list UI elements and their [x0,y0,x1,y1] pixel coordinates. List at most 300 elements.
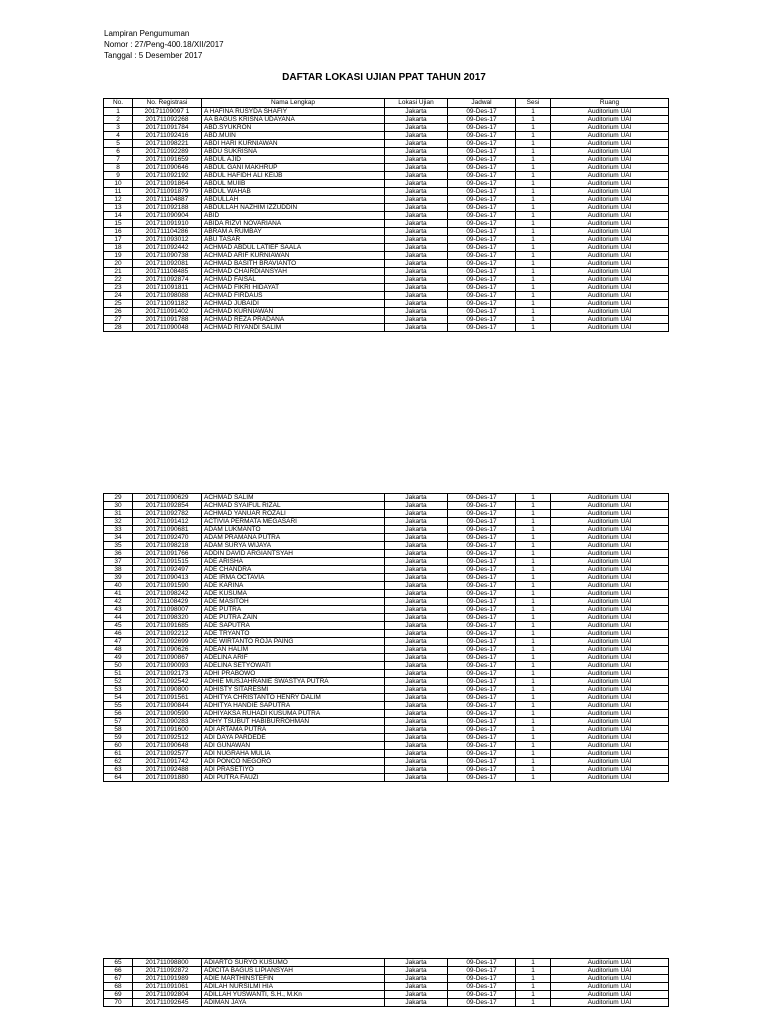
table-row [104,542,669,550]
full-name-cell: ACTIVIA PERMATA MEGASARI [202,518,385,526]
full-name-cell: ADE CHANDRA [202,566,385,574]
schedule-cell: 09-Des-17 [448,670,516,678]
registration-number-cell: 201711090590 [133,710,202,718]
schedule-cell: 09-Des-17 [448,598,516,606]
exam-location-cell: Jakarta [385,188,448,196]
full-name-cell: ADHI PRABOWO [202,670,385,678]
no-cell: 17 [104,236,133,244]
full-name-cell: ADDIN DAVID ARGIANTSYAH [202,550,385,558]
room-cell: Auditorium UAI [551,244,669,252]
registration-number-cell: 201711108485 [133,268,202,276]
room-cell: Auditorium UAI [551,750,669,758]
room-cell: Auditorium UAI [551,140,669,148]
no-cell: 54 [104,694,133,702]
room-cell: Auditorium UAI [551,686,669,694]
full-name-cell: ADHIYAKSA RUHADI KUSUMA PUTRA [202,710,385,718]
session-cell: 1 [516,494,551,502]
exam-location-table [103,493,669,782]
no-cell: 23 [104,284,133,292]
schedule-cell: 09-Des-17 [448,510,516,518]
full-name-cell: ADHISTY SITARESMI [202,686,385,694]
exam-location-cell: Jakarta [385,622,448,630]
no-cell: 44 [104,614,133,622]
session-cell: 1 [516,654,551,662]
schedule-cell: 09-Des-17 [448,188,516,196]
exam-location-cell: Jakarta [385,558,448,566]
session-cell: 1 [516,244,551,252]
session-cell: 1 [516,220,551,228]
no-cell: 19 [104,252,133,260]
session-cell: 1 [516,292,551,300]
registration-number-cell: 201711090093 [133,662,202,670]
full-name-cell: ACHMAD FAISAL [202,276,385,284]
full-name-cell: ACHMAD CHAIRDIANSYAH [202,268,385,276]
schedule-cell: 09-Des-17 [448,518,516,526]
full-name-cell: ADE IRMA OCTAVIA [202,574,385,582]
table-row [104,686,669,694]
table-row [104,758,669,766]
schedule-cell: 09-Des-17 [448,172,516,180]
room-cell: Auditorium UAI [551,228,669,236]
table-row [104,774,669,782]
registration-number-cell: 201711091600 [133,726,202,734]
exam-location-cell: Jakarta [385,742,448,750]
exam-location-cell: Jakarta [385,670,448,678]
schedule-cell: 09-Des-17 [448,148,516,156]
exam-location-cell: Jakarta [385,228,448,236]
registration-number-cell: 201711090048 [133,324,202,332]
registration-number-cell: 201711092488 [133,766,202,774]
no-cell: 65 [104,959,133,967]
registration-number-cell: 201711091811 [133,284,202,292]
room-cell: Auditorium UAI [551,542,669,550]
session-cell: 1 [516,670,551,678]
table-row [104,284,669,292]
session-cell: 1 [516,116,551,124]
exam-location-cell: Jakarta [385,662,448,670]
session-cell: 1 [516,252,551,260]
exam-location-cell: Jakarta [385,268,448,276]
no-cell: 12 [104,196,133,204]
column-header-exam-location: Lokasi Ujian [385,99,448,108]
schedule-cell: 09-Des-17 [448,124,516,132]
table-row [104,550,669,558]
schedule-cell: 09-Des-17 [448,220,516,228]
full-name-cell: ACHMAD SYAIFUL RIZAL [202,502,385,510]
session-cell: 1 [516,774,551,782]
room-cell: Auditorium UAI [551,268,669,276]
room-cell: Auditorium UAI [551,164,669,172]
schedule-cell: 09-Des-17 [448,558,516,566]
schedule-cell: 09-Des-17 [448,566,516,574]
session-cell: 1 [516,606,551,614]
no-cell: 24 [104,292,133,300]
no-cell: 11 [104,188,133,196]
table-row [104,606,669,614]
schedule-cell: 09-Des-17 [448,590,516,598]
exam-location-cell: Jakarta [385,967,448,975]
registration-number-cell: 201711092268 [133,116,202,124]
registration-number-cell: 201711098800 [133,959,202,967]
no-cell: 6 [104,148,133,156]
no-cell: 25 [104,300,133,308]
session-cell: 1 [516,284,551,292]
no-cell: 70 [104,999,133,1007]
no-cell: 57 [104,718,133,726]
session-cell: 1 [516,268,551,276]
table-row [104,204,669,212]
full-name-cell: ADE MASITOH [202,598,385,606]
full-name-cell: ADI NUGRAHA MULIA [202,750,385,758]
session-cell: 1 [516,758,551,766]
no-cell: 42 [104,598,133,606]
room-cell: Auditorium UAI [551,172,669,180]
no-cell: 58 [104,726,133,734]
schedule-cell: 09-Des-17 [448,758,516,766]
session-cell: 1 [516,662,551,670]
column-header-session: Sesi [516,99,551,108]
full-name-cell: ABRAM A RUMBAY [202,228,385,236]
table-row [104,734,669,742]
table-row [104,196,669,204]
exam-location-table [103,958,669,1007]
registration-number-cell: 201711090629 [133,494,202,502]
table-row [104,526,669,534]
session-cell: 1 [516,164,551,172]
full-name-cell: ADAM PRAMANA PUTRA [202,534,385,542]
schedule-cell: 09-Des-17 [448,236,516,244]
registration-number-cell: 201711091879 [133,188,202,196]
registration-number-cell: 201711091561 [133,694,202,702]
exam-location-cell: Jakarta [385,710,448,718]
full-name-cell: ADE SAPUTRA [202,622,385,630]
session-cell: 1 [516,132,551,140]
session-cell: 1 [516,308,551,316]
attachment-label: Lampiran Pengumuman [104,29,190,38]
session-cell: 1 [516,582,551,590]
table-row [104,124,669,132]
exam-location-cell: Jakarta [385,774,448,782]
exam-location-cell: Jakarta [385,196,448,204]
registration-number-cell: 201711091515 [133,558,202,566]
schedule-cell: 09-Des-17 [448,196,516,204]
schedule-cell: 09-Des-17 [448,750,516,758]
exam-location-cell: Jakarta [385,766,448,774]
registration-number-cell: 201711090904 [133,212,202,220]
schedule-cell: 09-Des-17 [448,702,516,710]
column-header-registration-number: No. Registrasi [133,99,202,108]
table-row [104,654,669,662]
schedule-cell: 09-Des-17 [448,630,516,638]
registration-number-cell: 201711092542 [133,678,202,686]
registration-number-cell: 201711090800 [133,686,202,694]
full-name-cell: AA BAGUS KRISNA UDAYANA [202,116,385,124]
session-cell: 1 [516,686,551,694]
table-row [104,766,669,774]
full-name-cell: ADI GUNAWAN [202,742,385,750]
table-row [104,518,669,526]
full-name-cell: ACHMAD SALIM [202,494,385,502]
registration-number-cell: 201711092289 [133,148,202,156]
table-row [104,502,669,510]
full-name-cell: ABDUL GANI MAKHRUP [202,164,385,172]
session-cell: 1 [516,324,551,332]
schedule-cell: 09-Des-17 [448,180,516,188]
no-cell: 50 [104,662,133,670]
schedule-cell: 09-Des-17 [448,678,516,686]
schedule-cell: 09-Des-17 [448,268,516,276]
registration-number-cell: 201711093012 [133,236,202,244]
room-cell: Auditorium UAI [551,646,669,654]
exam-location-cell: Jakarta [385,582,448,590]
registration-number-cell: 201711091061 [133,983,202,991]
schedule-cell: 09-Des-17 [448,164,516,172]
no-cell: 5 [104,140,133,148]
schedule-cell: 09-Des-17 [448,638,516,646]
no-cell: 35 [104,542,133,550]
exam-location-cell: Jakarta [385,284,448,292]
session-cell: 1 [516,967,551,975]
no-cell: 46 [104,630,133,638]
registration-number-cell: 201711092872 [133,967,202,975]
table-row [104,983,669,991]
no-cell: 28 [104,324,133,332]
room-cell: Auditorium UAI [551,590,669,598]
room-cell: Auditorium UAI [551,766,669,774]
exam-location-cell: Jakarta [385,975,448,983]
table-row [104,164,669,172]
full-name-cell: ADELINA ARIF [202,654,385,662]
session-cell: 1 [516,983,551,991]
table-row [104,582,669,590]
column-header-schedule: Jadwal [448,99,516,108]
exam-location-cell: Jakarta [385,236,448,244]
exam-location-cell: Jakarta [385,316,448,324]
exam-location-cell: Jakarta [385,510,448,518]
full-name-cell: ADIARTO SURYO KUSUMO [202,959,385,967]
full-name-cell: ADAM SURYA WIJAYA [202,542,385,550]
table-row [104,967,669,975]
exam-location-cell: Jakarta [385,678,448,686]
room-cell: Auditorium UAI [551,316,669,324]
exam-location-cell: Jakarta [385,654,448,662]
registration-number-cell: 201711098007 [133,606,202,614]
exam-location-cell: Jakarta [385,614,448,622]
registration-number-cell: 201711092416 [133,132,202,140]
schedule-cell: 09-Des-17 [448,260,516,268]
exam-location-cell: Jakarta [385,702,448,710]
schedule-cell: 09-Des-17 [448,646,516,654]
schedule-cell: 09-Des-17 [448,244,516,252]
schedule-cell: 09-Des-17 [448,534,516,542]
full-name-cell: ADILAH NURSILMI HIA [202,983,385,991]
schedule-cell: 09-Des-17 [448,292,516,300]
session-cell: 1 [516,590,551,598]
room-cell: Auditorium UAI [551,999,669,1007]
table-row [104,622,669,630]
table-row [104,662,669,670]
exam-location-cell: Jakarta [385,542,448,550]
table-row [104,726,669,734]
exam-location-cell: Jakarta [385,324,448,332]
registration-number-cell: 201711092699 [133,638,202,646]
full-name-cell: ADHITYA HANDIE SAPUTRA [202,702,385,710]
room-cell: Auditorium UAI [551,991,669,999]
table-row [104,702,669,710]
session-cell: 1 [516,766,551,774]
exam-location-cell: Jakarta [385,116,448,124]
full-name-cell: ACHMAD ABDUL LATIEF SAALA [202,244,385,252]
schedule-cell: 09-Des-17 [448,694,516,702]
no-cell: 38 [104,566,133,574]
session-cell: 1 [516,638,551,646]
session-cell: 1 [516,542,551,550]
registration-number-cell: 201711090626 [133,646,202,654]
schedule-cell: 09-Des-17 [448,140,516,148]
room-cell: Auditorium UAI [551,494,669,502]
table-row [104,678,669,686]
room-cell: Auditorium UAI [551,116,669,124]
registration-number-cell: 201711092212 [133,630,202,638]
registration-number-cell: 201711092192 [133,172,202,180]
exam-location-cell: Jakarta [385,550,448,558]
no-cell: 68 [104,983,133,991]
table-row [104,718,669,726]
schedule-cell: 09-Des-17 [448,654,516,662]
table-row [104,534,669,542]
room-cell: Auditorium UAI [551,710,669,718]
room-cell: Auditorium UAI [551,212,669,220]
schedule-cell: 09-Des-17 [448,502,516,510]
schedule-cell: 09-Des-17 [448,959,516,967]
session-cell: 1 [516,614,551,622]
exam-location-cell: Jakarta [385,598,448,606]
full-name-cell: ACHMAD ARIF KURNIAWAN [202,252,385,260]
no-cell: 62 [104,758,133,766]
room-cell: Auditorium UAI [551,534,669,542]
document-date: Tanggal : 5 Desember 2017 [104,51,203,60]
registration-number-cell: 201711091659 [133,156,202,164]
table-row [104,742,669,750]
full-name-cell: ACHMAD FIRDAUS [202,292,385,300]
schedule-cell: 09-Des-17 [448,132,516,140]
no-cell: 9 [104,172,133,180]
schedule-cell: 09-Des-17 [448,726,516,734]
table-row [104,212,669,220]
no-cell: 60 [104,742,133,750]
room-cell: Auditorium UAI [551,975,669,983]
exam-location-table [103,98,669,332]
schedule-cell: 09-Des-17 [448,718,516,726]
no-cell: 34 [104,534,133,542]
registration-number-cell: 201711104286 [133,228,202,236]
table-row [104,999,669,1007]
room-cell: Auditorium UAI [551,220,669,228]
no-cell: 8 [104,164,133,172]
exam-location-cell: Jakarta [385,502,448,510]
no-cell: 33 [104,526,133,534]
full-name-cell: ABDUL MUIIB [202,180,385,188]
no-cell: 69 [104,991,133,999]
no-cell: 30 [104,502,133,510]
table-row [104,276,669,284]
full-name-cell: ADI DAYA PARDEDE [202,734,385,742]
exam-location-cell: Jakarta [385,959,448,967]
registration-number-cell: 201711092188 [133,204,202,212]
room-cell: Auditorium UAI [551,502,669,510]
room-cell: Auditorium UAI [551,630,669,638]
schedule-cell: 09-Des-17 [448,606,516,614]
registration-number-cell: 201711092804 [133,991,202,999]
full-name-cell: ADE WIRTANTO ROJA PAING [202,638,385,646]
room-cell: Auditorium UAI [551,204,669,212]
registration-number-cell: 201711091402 [133,308,202,316]
exam-location-cell: Jakarta [385,148,448,156]
room-cell: Auditorium UAI [551,180,669,188]
session-cell: 1 [516,959,551,967]
session-cell: 1 [516,534,551,542]
table-row [104,244,669,252]
table-row [104,750,669,758]
room-cell: Auditorium UAI [551,718,669,726]
registration-number-cell: 201711091788 [133,316,202,324]
registration-number-cell: 201711091590 [133,582,202,590]
room-cell: Auditorium UAI [551,622,669,630]
no-cell: 15 [104,220,133,228]
session-cell: 1 [516,622,551,630]
exam-location-cell: Jakarta [385,220,448,228]
no-cell: 14 [104,212,133,220]
exam-location-cell: Jakarta [385,999,448,1007]
session-cell: 1 [516,726,551,734]
exam-location-cell: Jakarta [385,590,448,598]
session-cell: 1 [516,566,551,574]
column-header-no: No. [104,99,133,108]
no-cell: 3 [104,124,133,132]
table-row [104,316,669,324]
full-name-cell: ACHMAD RIYANDI SALIM [202,324,385,332]
full-name-cell: ADIE MARTHINSTEFIN [202,975,385,983]
schedule-cell: 09-Des-17 [448,614,516,622]
full-name-cell: ADI PRASETIYO [202,766,385,774]
exam-location-cell: Jakarta [385,750,448,758]
registration-number-cell: 201711092854 [133,502,202,510]
room-cell: Auditorium UAI [551,774,669,782]
no-cell: 47 [104,638,133,646]
full-name-cell: ABD.MUIN [202,132,385,140]
room-cell: Auditorium UAI [551,308,669,316]
full-name-cell: ADHITYA CHRISTANTO HENRY DALIM [202,694,385,702]
full-name-cell: ABD.SYUKRON [202,124,385,132]
room-cell: Auditorium UAI [551,758,669,766]
exam-location-cell: Jakarta [385,718,448,726]
table-row [104,710,669,718]
registration-number-cell: 201711091989 [133,975,202,983]
room-cell: Auditorium UAI [551,967,669,975]
table-row [104,268,669,276]
table-row [104,670,669,678]
exam-location-cell: Jakarta [385,526,448,534]
session-cell: 1 [516,550,551,558]
registration-number-cell: 201711092470 [133,534,202,542]
registration-number-cell: 201711090646 [133,164,202,172]
registration-number-cell: 201711091766 [133,550,202,558]
exam-location-cell: Jakarta [385,494,448,502]
session-cell: 1 [516,694,551,702]
full-name-cell: ABU TASAR [202,236,385,244]
room-cell: Auditorium UAI [551,196,669,204]
table-row [104,510,669,518]
